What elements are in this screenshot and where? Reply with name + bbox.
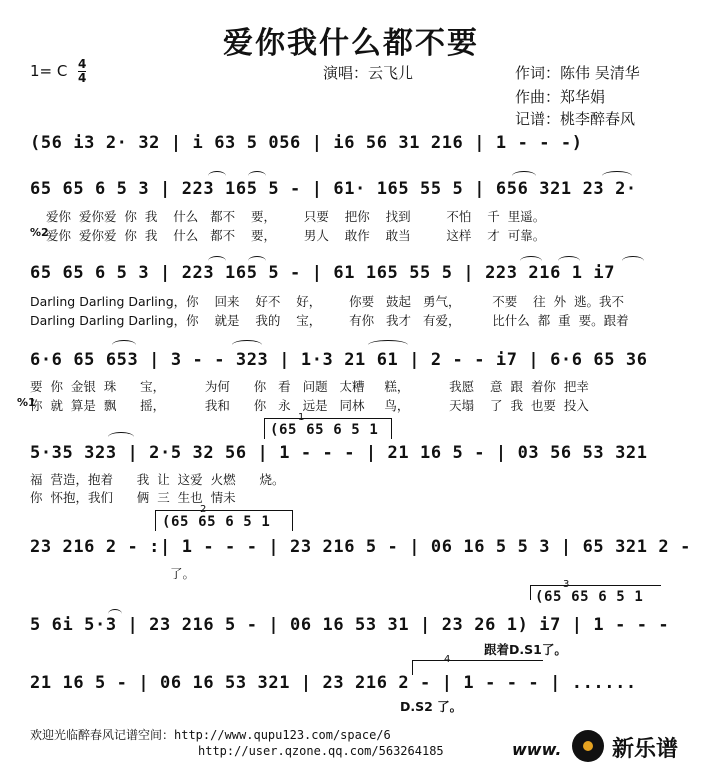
slur	[622, 256, 644, 266]
transcriber-credit: 记谱：桃李醉春风	[515, 110, 636, 128]
lyric-line-5a: 了。	[170, 566, 196, 581]
lyric-line-1b: 爱你 爱你爱 你 我 什么 都不 要， 男人 敢作 敢当 这样 才 可靠。	[46, 228, 546, 243]
slur	[112, 340, 136, 350]
lyric-line-1a: 爱你 爱你爱 你 我 什么 都不 要， 只要 把你 找到 不怕 千 里遥。	[46, 209, 546, 224]
score-row-2: 65 65 6 5 3 | 223 165 5 - | 61 165 55 5 | 223 216 1 i7	[30, 263, 616, 283]
inline-phrase: (65 65 6 5 1	[270, 422, 379, 438]
inline-phrase: (65 65 6 5 1	[162, 514, 271, 530]
score-row-intro: (56 i3 2· 32 | i 63 5 056 | i6 56 31 216 | 1 - - -)	[30, 133, 583, 153]
lyric-line-2a: Darling Darling Darling，你 回来 好不 好， 你要 鼓起 勇气， 不要 往 外 逃。我不	[30, 294, 625, 309]
lyric-line-3a: 要 你 金银 珠 宝， 为何 你 看 问题 太糟 糕， 我愿 意 跟 着你 把幸	[30, 379, 589, 394]
lyric-line-4a: 福 营造，抱着 我 让 这爱 火燃 烧。	[30, 472, 285, 487]
composer-credit: 作曲：郑华娟	[515, 88, 606, 106]
footer-link-2[interactable]: http://user.qzone.qq.com/563264185	[198, 744, 444, 758]
score-row-7: 21 16 5 - | 06 16 53 321 | 23 216 2 - | 1 - - - | ......	[30, 673, 637, 693]
bracket-number: 4	[444, 654, 451, 665]
bracket-number: 1	[298, 412, 305, 423]
footer-link-1[interactable]: 欢迎光临醉春风记谱空间：http://www.qupu123.com/space/6	[30, 728, 391, 742]
score-row-3: 6·6 65 653 | 3 - - 323 | 1·3 21 61 | 2 - - i7 | 6·6 65 36	[30, 350, 648, 370]
slur	[368, 340, 408, 350]
time-signature: 4 4	[78, 57, 87, 85]
segno-mark: %1	[17, 396, 36, 409]
inline-phrase: (65 65 6 5 1	[535, 589, 644, 605]
page-title: 爱你我什么都不要	[223, 26, 479, 61]
slur	[232, 340, 262, 350]
ds1-instruction: 跟着D.S1了。	[484, 642, 567, 657]
singer-credit: 演唱：云飞儿	[323, 64, 414, 82]
score-row-6: 5 6i 5·3 | 23 216 5 - | 06 16 53 31 | 23 26 1) i7 | 1 - - -	[30, 615, 670, 635]
lyricist-credit: 作词：陈伟 吴清华	[515, 64, 640, 82]
score-row-1: 65 65 6 5 3 | 223 165 5 - | 61· 165 55 5 | 656 321 23 2·	[30, 179, 637, 199]
bracket-number: 2	[200, 504, 207, 515]
slur	[108, 432, 134, 442]
segno-mark: %2	[30, 226, 49, 239]
key-signature: 1= C	[30, 62, 68, 80]
bracket-number: 3	[563, 579, 570, 590]
score-row-5: 23 216 2 - :| 1 - - - | 23 216 5 - | 06 16 5 5 3 | 65 321 2 -	[30, 537, 691, 557]
brand-logo-icon	[572, 730, 604, 762]
watermark-site: www.	[512, 740, 562, 759]
lyric-line-2b: Darling Darling Darling，你 就是 我的 宝， 有你 我才 有爱， 比什么 都 重 要。跟着	[30, 313, 629, 328]
lyric-line-4b: 你 怀抱，我们 俩 三 生也 情未	[30, 490, 236, 505]
lyric-line-3b: 你 就 算是 飘 摇， 我和 你 永 远是 同林 鸟， 天塌 了 我 也要 投入	[30, 398, 589, 413]
brand-name: 新乐谱	[612, 737, 679, 762]
ds2-instruction: D.S2 了。	[400, 699, 463, 714]
score-row-4: 5·35 323 | 2·5 32 56 | 1 - - - | 21 16 5 - | 03 56 53 321	[30, 443, 648, 463]
